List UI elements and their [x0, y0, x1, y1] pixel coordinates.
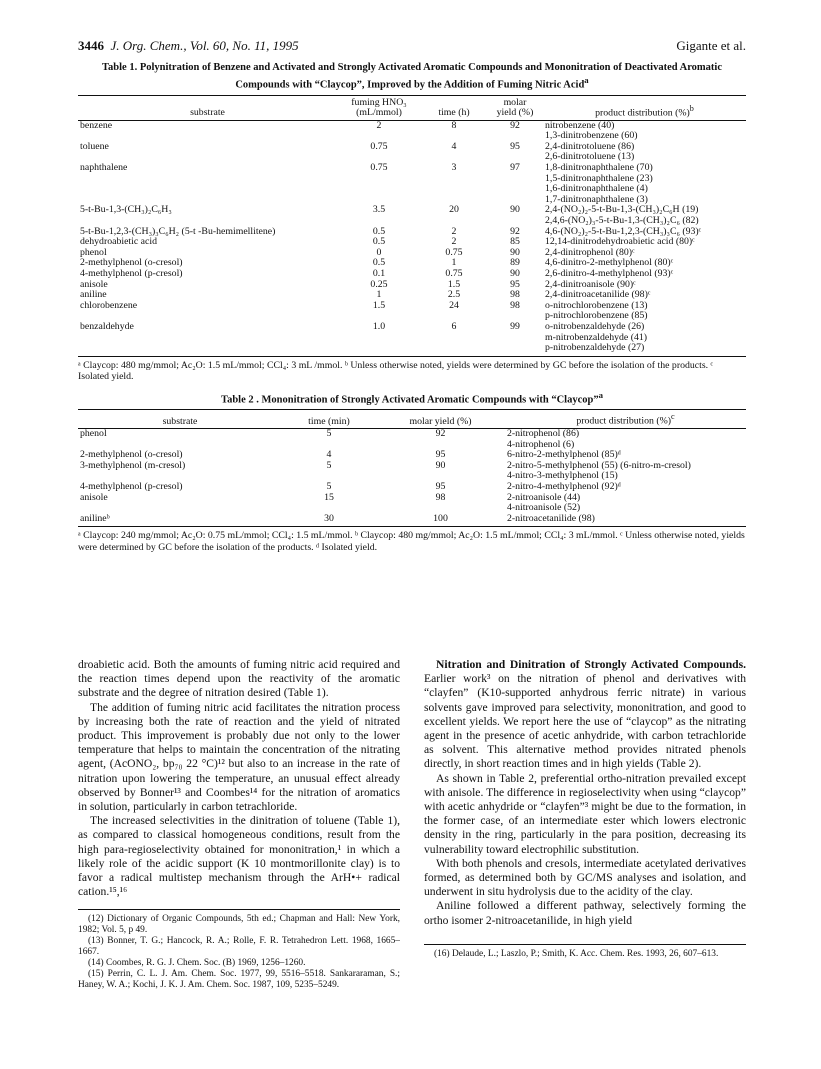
- t2-cell-substrate: anilineᵇ: [78, 514, 282, 527]
- t1-row: [78, 269, 746, 280]
- reference-14: (14) Coombes, R. G. J. Chem. Soc. (B) 1969, 1256–1260.: [88, 958, 306, 969]
- t2-product: 6-nitro-2-methylphenol (85)ᵈ: [507, 449, 621, 461]
- t1-cell-time: 6: [421, 322, 487, 356]
- t2-row: [78, 461, 746, 482]
- t1-cell-yield: 99: [487, 322, 543, 356]
- table1-caption: Table 1. Polynitration of Benzene and Activated and Strongly Activated Aromatic Compounds and Mononitration of Deactivated Aromatic Compounds with “Claycop”, Improved by the Addition of Fuming Nitric Acid$^a$: [102, 62, 722, 91]
- t1-cell-yield: 89: [510, 257, 520, 269]
- t2-row: [78, 514, 746, 527]
- section-heading: Nitration and Dinitration of Strongly Activated Compounds.: [436, 658, 746, 671]
- t2-cell-products: [505, 429, 746, 451]
- t2-cell-yield: 95: [435, 481, 446, 493]
- t1-product: 1,3-dinitrobenzene (60): [545, 130, 638, 142]
- t1-cell-time: 0.75: [445, 268, 463, 279]
- t1-cell-time: 0.75: [445, 246, 463, 258]
- t2-row: [78, 482, 746, 493]
- t1-cell-yield: 92: [510, 119, 520, 131]
- t2-cell-substrate: phenol: [80, 428, 107, 440]
- t1-cell-hno3: 0.75: [370, 162, 388, 174]
- t2-cell-substrate: anisole: [80, 491, 108, 503]
- t1-cell-yield: 90: [510, 246, 520, 258]
- t1-product: o-nitrobenzaldehyde (26): [545, 320, 645, 332]
- t1-cell-yield: 98: [510, 289, 520, 301]
- t2-product: 2-nitrophenol (86): [507, 428, 580, 440]
- t2-cell-time: 4: [326, 449, 332, 461]
- t1-cell-hno3: 0.5: [372, 225, 386, 237]
- t1-cell-yield: 95: [510, 278, 520, 290]
- t1-header-time: time (h): [421, 95, 487, 120]
- t2-cell-yield: 95: [435, 449, 446, 461]
- left-paragraph-3: The increased selectivities in the dinitration of toluene (Table 1), as compared to classical homogeneous conditions, result from the high para-regioselectivity obtained for mononitration,¹ in which a likely role of the acidic support (K 10 montmorillonite clay) is to favor a radical multistep mechanism through the ArH•+ radical cation.¹⁵,¹⁶: [78, 814, 400, 899]
- t2-product: 4-nitroanisole (52): [507, 502, 581, 514]
- t1-row: [78, 322, 746, 356]
- t1-row: [78, 142, 746, 163]
- t2-cell-yield: 100: [376, 514, 505, 527]
- t1-product: p-nitrochlorobenzene (85): [545, 310, 648, 322]
- left-references: [78, 909, 400, 991]
- t1-cell-time: 2: [451, 225, 457, 237]
- right-paragraph-4: Aniline followed a different pathway, selectively forming the ortho isomer 2-nitroacetanilide, in high yield: [424, 899, 746, 927]
- t1-product: 2,4,6-(NO₂)₃-5-t-Bu-1,3-(CH₃)₂C₆ (82): [545, 215, 699, 227]
- reference-15: (15) Perrin, C. L. J. Am. Chem. Soc. 1977, 99, 5516–5518. Sankararaman, S.; Haney, W. A.; Kochi, J. K. J. Am. Chem. Soc. 1987, 109, 5235–5249.: [78, 969, 400, 991]
- journal-citation: J. Org. Chem., Vol. 60, No. 11, 1995: [110, 38, 299, 53]
- right-column: [424, 658, 746, 991]
- t2-header-time: time (min): [282, 410, 376, 429]
- t1-product: 1,7-dinitronaphthalene (3): [545, 193, 648, 205]
- t1-cell-yield: 98: [510, 299, 520, 311]
- left-column: [78, 658, 400, 991]
- t1-cell-products: [543, 269, 746, 280]
- t1-cell-substrate: benzaldehyde: [78, 322, 337, 356]
- t1-cell-time: 4: [451, 140, 457, 152]
- table1: [78, 95, 746, 357]
- table1-footnote: ᵃ Claycop: 480 mg/mmol; Ac₂O: 1.5 mL/mmol; CCl₄: 3 mL /mmol. ᵇ Unless otherwise noted, yields were determined by GC before the isolation of the products. ᶜ Isolated yield.: [78, 359, 714, 383]
- t1-product: 1,6-dinitronaphthalene (4): [545, 183, 648, 195]
- t1-cell-substrate: toluene: [80, 140, 109, 152]
- t2-header-yield: molar yield (%): [376, 410, 505, 429]
- t1-cell-hno3: 0.5: [372, 257, 386, 269]
- t2-product: 2-nitro-4-methylphenol (92)ᵈ: [507, 481, 621, 493]
- t1-row: [78, 205, 746, 226]
- t1-cell-hno3: 0.5: [372, 236, 386, 248]
- t1-cell-substrate: 5-t-Bu-1,2,3-(CH₃)₃C₆H₂ (5-t -Bu-hemimellitene): [80, 225, 276, 237]
- left-paragraph-1: droabietic acid. Both the amounts of fuming nitric acid required and the reaction times depend upon the reactivity of the aromatic substrate and the degree of nitration desired (Table 1).: [78, 658, 400, 700]
- t1-product: 2,6-dinitro-4-methylphenol (93)ᶜ: [545, 268, 674, 279]
- right-paragraph-1: Nitration and Dinitration of Strongly Activated Compounds. Earlier work³ on the nitration of phenol and derivatives with “clayfen” (K10-supported anhydrous ferric nitrate) in various solvents gave improved para selectivity, mononitration, and good to excellent yields. We report here the use of “claycop” as the nitrating agent in the presence of acetic anhydride, with carbon tetrachloride as solvent. This alternative method provides nitrated phenols directly, in short reaction times and in high yields (Table 2).: [424, 658, 746, 771]
- t2-product: 2-nitroanisole (44): [507, 491, 581, 503]
- left-paragraph-2: The addition of fuming nitric acid facilitates the nitration process by increasing both the rate of reaction and the yield of nitrated product. This improvement is probably due not only to the lower temperature that helps to maintain the concentration of the nitrating agent, (AcONO₂, bp₇₀ 22 °C)¹² but also to an increase in the rate of nitration upon lowering the temperature, an unusual effect already observed by Bonner¹³ and Coombes¹⁴ for the nitration of aromatics in solution, particularly in carbon tetrachloride.: [78, 700, 400, 814]
- t2-product: 2-nitro-5-methylphenol (55) (6-nitro-m-cresol): [507, 459, 691, 471]
- t2-header-substrate: substrate: [78, 410, 282, 429]
- t1-cell-substrate: phenol: [80, 246, 107, 258]
- t1-row: [78, 120, 746, 142]
- t2-cell-yield: 90: [435, 459, 446, 471]
- reference-13: (13) Bonner, T. G.; Hancock, R. A.; Rolle, F. R. Tetrahedron Lett. 1968, 1665–1667.: [78, 936, 400, 958]
- t2-product: 4-nitrophenol (6): [507, 438, 575, 450]
- t1-row: [78, 237, 746, 248]
- t1-product: 2,4-dinitrophenol (80)ᶜ: [545, 246, 635, 258]
- table2-footnote: ᵃ Claycop: 240 mg/mmol; Ac₂O: 0.75 mL/mmol; CCl₄: 1.5 mL/mmol. ᵇ Claycop: 480 mg/mmol; Ac₂O: 1.5 mL/mmol; CCl₄: 3 mL/mmol. ᶜ Unless otherwise noted, yields were determined by GC before the isolation of the products. ᵈ Isolated yield.: [78, 530, 745, 553]
- table2-caption: Table 2 . Mononitration of Strongly Activated Aromatic Compounds with “Claycop”$^a$: [221, 389, 603, 406]
- t2-cell-products: [505, 461, 746, 482]
- t1-cell-time: 1: [451, 257, 457, 269]
- t1-product: 2,4-(NO₂)₂-5-t-Bu-1,3-(CH₃)₂C₆H (19): [545, 204, 699, 216]
- t1-cell-time: 2: [451, 236, 457, 248]
- t2-cell-substrate: 2-methylphenol (o-cresol): [80, 449, 183, 461]
- t2-cell-products: [505, 493, 746, 514]
- t1-cell-yield: 97: [510, 162, 520, 174]
- t1-product: 4,6-(NO₂)₂-5-t-Bu-1,2,3-(CH₃)₃C₆ (93)ᶜ: [545, 225, 702, 237]
- t1-product: 1,5-dinitronaphthalene (23): [545, 172, 653, 184]
- t1-header-hno3: fuming HNO₃ (mL/mmol): [337, 95, 421, 120]
- t2-header-products: product distribution (%)$^c$: [505, 410, 746, 429]
- t1-product: 2,6-dinitrotoluene (13): [545, 151, 635, 163]
- t1-cell-hno3: 2: [376, 119, 382, 131]
- t1-cell-substrate: 5-t-Bu-1,3-(CH₃)₂C₆H₃: [80, 204, 172, 216]
- t1-cell-yield: 95: [510, 140, 520, 152]
- t1-cell-yield: 92: [510, 225, 520, 237]
- t1-cell-time: 8: [451, 119, 457, 131]
- t1-cell-hno3: 0.75: [370, 140, 388, 152]
- t1-cell-substrate: dehydroabietic acid: [80, 236, 157, 248]
- authors: Gigante et al.: [676, 38, 746, 53]
- t1-product: 12,14-dinitrodehydroabietic acid (80)ᶜ: [545, 236, 695, 248]
- t1-cell-yield: 90: [510, 204, 520, 216]
- t2-cell-time: 15: [324, 491, 334, 503]
- t1-cell-substrate: 2-methylphenol (o-cresol): [80, 257, 183, 269]
- t2-product: 2-nitroacetanilide (98): [507, 512, 595, 524]
- t1-header-substrate: substrate: [78, 95, 337, 120]
- t1-header-yield: molar yield (%): [487, 95, 543, 120]
- t1-cell-yield: 85: [510, 236, 520, 248]
- t1-cell-products: [543, 120, 746, 142]
- t1-product: 2,4-dinitroacetanilide (98)ᶜ: [545, 289, 651, 301]
- t2-cell-products: [505, 514, 746, 527]
- t1-cell-hno3: 1.0: [337, 322, 421, 356]
- t1-product: 2,4-dinitrotoluene (86): [545, 140, 635, 152]
- table2: [78, 409, 746, 527]
- t1-cell-hno3: 0: [376, 246, 382, 258]
- t2-product: 4-nitro-3-methylphenol (15): [507, 470, 618, 482]
- reference-16: (16) Delaude, L.; Laszlo, P.; Smith, K. Acc. Chem. Res. 1993, 26, 607–613.: [434, 948, 719, 959]
- t1-header-products: product distribution (%)$^b$: [543, 95, 746, 120]
- t2-cell-yield: 98: [435, 491, 446, 503]
- t1-cell-substrate: 4-methylphenol (p-cresol): [80, 268, 183, 279]
- running-header: [78, 38, 746, 54]
- t2-cell-time: 5: [326, 481, 332, 493]
- t2-cell-substrate: 4-methylphenol (p-cresol): [80, 481, 183, 493]
- t1-cell-time: 1.5: [447, 278, 461, 290]
- t1-cell-substrate: anisole: [80, 278, 108, 290]
- t1-cell-substrate: chlorobenzene: [80, 299, 138, 311]
- reference-12: (12) Dictionary of Organic Compounds, 5th ed.; Chapman and Hall: New York, 1982; Vol. 5, p 49.: [78, 914, 400, 936]
- t1-product: p-nitrobenzaldehyde (27): [545, 342, 645, 354]
- page: [78, 38, 746, 991]
- t1-cell-time: 3: [451, 162, 457, 174]
- t2-cell-substrate: 3-methylphenol (m-cresol): [80, 459, 186, 471]
- t1-cell-products: [543, 163, 746, 205]
- t1-cell-products: [543, 322, 746, 356]
- t1-cell-hno3: 3.5: [372, 204, 386, 216]
- t2-cell-yield: 92: [435, 428, 446, 440]
- t2-row: [78, 493, 746, 514]
- t1-cell-time: 20: [449, 204, 459, 216]
- t1-product: 4,6-dinitro-2-methylphenol (80)ᶜ: [545, 257, 674, 269]
- t1-cell-time: 24: [449, 299, 459, 311]
- t1-product: 2,4-dinitroanisole (90)ᶜ: [545, 278, 636, 290]
- t1-cell-substrate: aniline: [80, 289, 107, 301]
- t1-row: [78, 301, 746, 322]
- t1-row: [78, 163, 746, 205]
- t1-product: nitrobenzene (40): [545, 119, 615, 131]
- t1-cell-hno3: 1: [376, 289, 382, 301]
- t1-cell-hno3: 1.5: [372, 299, 386, 311]
- body-columns: [78, 658, 746, 991]
- t2-cell-time: 5: [326, 428, 332, 440]
- right-paragraph-2: As shown in Table 2, preferential ortho-nitration prevailed except with anisole. The difference in regioselectivity when using “claycop” with acetic anhydride or “clayfen”³ might be due to the formation, in the former case, of an intermediate ester which lowers electronic density in the ring, particularly in the para position, decreasing its vulnerability toward electrophilic substitution.: [424, 771, 746, 856]
- right-paragraph-3: With both phenols and cresols, intermediate acetylated derivatives formed, as determined both by GC/MS analyses and isolation, and underwent in situ hydrolysis due to the acidity of the clay.: [424, 856, 746, 899]
- t1-cell-yield: 90: [510, 268, 520, 279]
- t2-row: [78, 429, 746, 451]
- t1-cell-substrate: benzene: [80, 119, 113, 131]
- page-number: 3446: [78, 38, 104, 53]
- t2-cell-time: 30: [282, 514, 376, 527]
- t2-cell-time: 5: [326, 459, 332, 471]
- t1-product: o-nitrochlorobenzene (13): [545, 299, 648, 311]
- t1-cell-hno3: 0.25: [370, 278, 388, 290]
- t1-cell-substrate: naphthalene: [80, 162, 128, 174]
- t1-cell-products: [543, 142, 746, 163]
- t1-cell-products: [543, 301, 746, 322]
- t1-product: m-nitrobenzaldehyde (41): [545, 331, 648, 343]
- t1-product: 1,8-dinitronaphthalene (70): [545, 162, 653, 174]
- right-references: [424, 944, 746, 960]
- t1-cell-time: 2.5: [447, 289, 461, 301]
- t1-cell-products: [543, 205, 746, 226]
- t1-cell-hno3: 0.1: [372, 268, 386, 279]
